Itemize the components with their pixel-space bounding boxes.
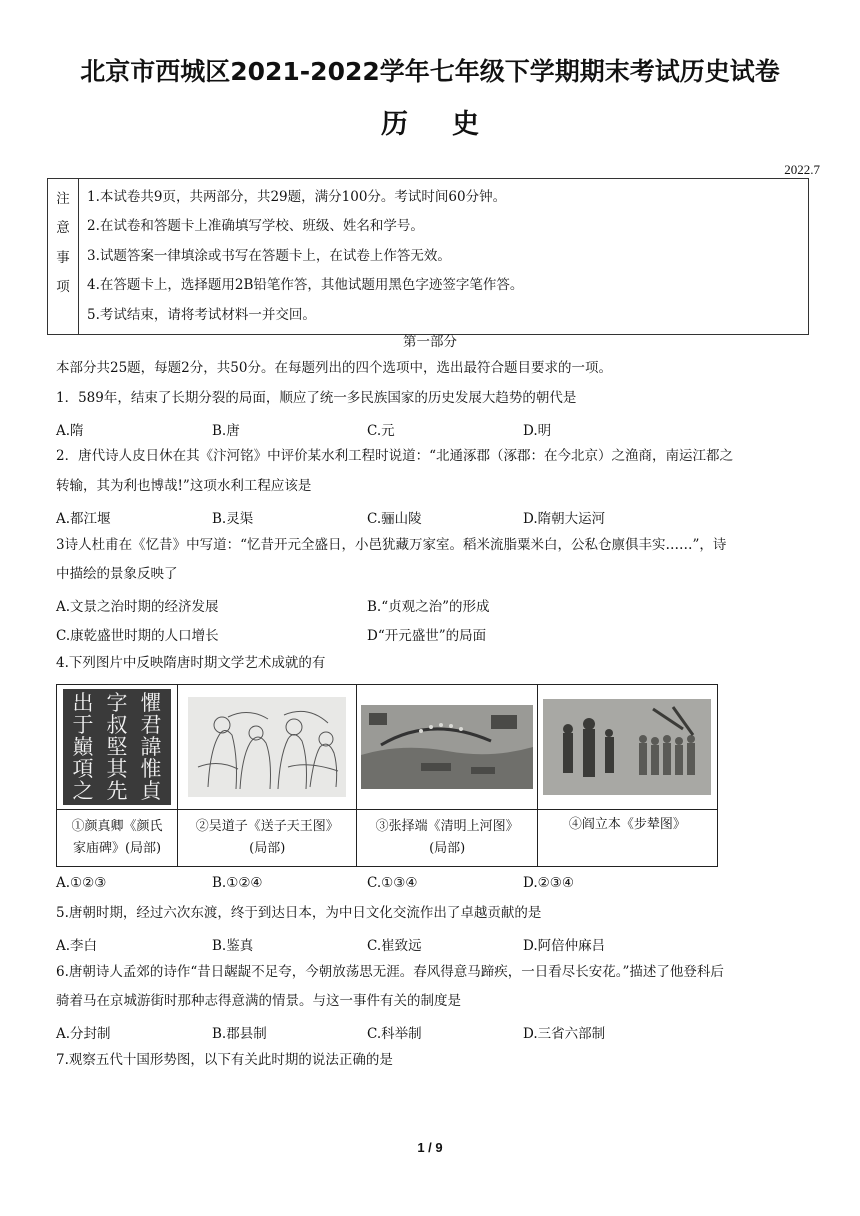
q5-option-b: B.鉴真 bbox=[212, 938, 254, 954]
bunian-painting bbox=[543, 699, 711, 795]
question-3-stem-line1: 3诗人杜甫在《忆昔》中写道：“忆昔开元全盛日，小邑犹藏万家室。稻米流脂粟米白，公私仓廪俱丰实……”，诗 bbox=[56, 537, 727, 553]
calligraphy-char: 字 bbox=[106, 691, 128, 715]
painting-qingming-image bbox=[357, 685, 537, 810]
q4-image-table bbox=[56, 684, 718, 867]
page-number: 1 / 9 bbox=[417, 1140, 443, 1155]
caption-3-line2: (局部) bbox=[429, 841, 466, 856]
q3-option-c: C.康乾盛世时期的人口增长 bbox=[56, 628, 219, 644]
q4-option-b: B.①②④ bbox=[212, 875, 263, 891]
calligraphy-char: 懼 bbox=[140, 691, 162, 715]
caption-4 bbox=[537, 810, 717, 867]
q6-option-b: B.郡县制 bbox=[212, 1026, 267, 1042]
songzi-tianwang-painting bbox=[188, 697, 346, 797]
q4-option-c: C.①③④ bbox=[367, 875, 418, 891]
question-6-stem-line1: 6.唐朝诗人孟郊的诗作“昔日龌龊不足夸，今朝放荡思无涯。春风得意马蹄疾，一日看尽长安花。”描述了他登科后 bbox=[56, 964, 724, 980]
calligraphy-char: 堅 bbox=[106, 735, 128, 759]
q1-option-b: B.唐 bbox=[212, 423, 240, 439]
question-7-stem: 7.观察五代十国形势图，以下有关此时期的说法正确的是 bbox=[56, 1052, 393, 1068]
caption-2-line2: (局部) bbox=[249, 841, 286, 856]
subject-heading bbox=[0, 102, 860, 141]
q4-option-a: A.①②③ bbox=[56, 875, 107, 891]
notice-box bbox=[47, 178, 809, 335]
question-3-stem-line2: 中描绘的景象反映了 bbox=[56, 566, 178, 582]
q1-option-d: D.明 bbox=[523, 423, 552, 439]
calligraphy-char: 叔 bbox=[106, 713, 128, 737]
q3-option-a: A.文景之治时期的经济发展 bbox=[56, 599, 219, 615]
question-6-stem-line2: 骑着马在京城游街时那种志得意满的情景。与这一事件有关的制度是 bbox=[56, 993, 461, 1009]
calligraphy-char: 之 bbox=[72, 779, 94, 803]
q1-option-c: C.元 bbox=[367, 423, 395, 439]
calligraphy-char: 惟 bbox=[140, 757, 162, 781]
calligraphy-char: 項 bbox=[72, 757, 94, 781]
calligraphy-char: 貞 bbox=[140, 779, 162, 803]
caption-3 bbox=[357, 810, 537, 867]
notice-item: 5.考试结束，请将考试材料一并交回。 bbox=[87, 306, 316, 323]
caption-1-line1: ①颜真卿《颜氏 bbox=[71, 819, 163, 834]
notice-item: 4.在答题卡上，选择题用2B铅笔作答，其他试题用黑色字迹签字笔作答。 bbox=[87, 277, 524, 294]
notice-label-char: 事 bbox=[56, 249, 70, 266]
question-5-stem: 5.唐朝时期，经过六次东渡，终于到达日本，为中日文化交流作出了卓越贡献的是 bbox=[56, 905, 542, 921]
painting-bunian-image bbox=[537, 685, 717, 810]
notice-item: 3.试题答案一律填涂或书写在答题卡上，在试卷上作答无效。 bbox=[87, 247, 451, 264]
q5-option-c: C.崔致远 bbox=[367, 938, 422, 954]
caption-4-line1: ④阎立本《步辇图》 bbox=[568, 817, 686, 832]
q5-option-d: D.阿倍仲麻吕 bbox=[523, 938, 606, 954]
q2-option-b: B.灵渠 bbox=[212, 511, 254, 527]
calligraphy-char: 君 bbox=[140, 713, 162, 737]
notice-body bbox=[79, 179, 809, 335]
calligraphy-char: 諱 bbox=[140, 735, 162, 759]
q2-option-c: C.骊山陵 bbox=[367, 511, 422, 527]
calligraphy-char: 先 bbox=[106, 779, 128, 803]
notice-item: 2.在试卷和答题卡上准确填写学校、班级、姓名和学号。 bbox=[87, 218, 424, 235]
subject-char: 历 bbox=[381, 109, 408, 140]
subject-char: 史 bbox=[452, 109, 479, 140]
calligraphy-rubbing bbox=[63, 689, 171, 805]
q6-option-c: C.科举制 bbox=[367, 1026, 422, 1042]
caption-1-line2: 家庙碑》(局部) bbox=[72, 841, 162, 856]
notice-label-char: 项 bbox=[56, 279, 70, 296]
q3-option-b: B.“贞观之治”的形成 bbox=[367, 599, 490, 615]
question-2-stem-line2: 转输，其为利也博哉!”这项水利工程应该是 bbox=[56, 478, 312, 494]
q2-option-d: D.隋朝大运河 bbox=[523, 511, 606, 527]
question-1-stem: 1．589年，结束了长期分裂的局面，顺应了统一多民族国家的历史发展大趋势的朝代是 bbox=[56, 390, 577, 406]
calligraphy-image bbox=[57, 685, 178, 810]
exam-title: 北京市西城区2021-2022学年七年级下学期期末考试历史试卷 bbox=[80, 57, 780, 86]
question-4-stem: 4.下列图片中反映隋唐时期文学艺术成就的有 bbox=[56, 655, 326, 671]
caption-1 bbox=[57, 810, 178, 867]
notice-label-char: 注 bbox=[56, 191, 70, 207]
question-2-stem-line1: 2．唐代诗人皮日休在其《汴河铭》中评价某水利工程时说道：“北通涿郡（涿郡：在今北京）之渔商，南运江都之 bbox=[56, 448, 733, 464]
calligraphy-char: 巔 bbox=[72, 735, 94, 759]
painting-songzi-image bbox=[178, 685, 357, 810]
q6-option-d: D.三省六部制 bbox=[523, 1026, 606, 1042]
q3-option-d: D“开元盛世”的局面 bbox=[367, 628, 487, 644]
exam-date: 2022.7 bbox=[784, 162, 820, 177]
notice-label-char: 意 bbox=[56, 220, 70, 237]
calligraphy-char: 其 bbox=[106, 757, 128, 781]
part-instruction: 本部分共25题，每题2分，共50分。在每题列出的四个选项中，选出最符合题目要求的一项。 bbox=[56, 360, 612, 376]
q5-option-a: A.李白 bbox=[56, 938, 98, 954]
q2-option-a: A.都江堰 bbox=[56, 511, 111, 527]
caption-2-line1: ②吴道子《送子天王图》 bbox=[195, 819, 339, 834]
calligraphy-char: 于 bbox=[72, 713, 94, 737]
calligraphy-char: 出 bbox=[72, 691, 94, 715]
q6-option-a: A.分封制 bbox=[56, 1026, 111, 1042]
caption-2 bbox=[178, 810, 357, 867]
q4-option-d: D.②③④ bbox=[523, 875, 574, 891]
part-heading: 第一部分 bbox=[403, 334, 457, 350]
q1-option-a: A.隋 bbox=[56, 423, 84, 439]
caption-3-line1: ③张择端《清明上河图》 bbox=[375, 819, 519, 834]
notice-item: 1.本试卷共9页，共两部分，共29题，满分100分。考试时间60分钟。 bbox=[87, 189, 507, 205]
notice-label bbox=[48, 179, 79, 335]
qingming-shanghe-painting bbox=[361, 705, 533, 789]
